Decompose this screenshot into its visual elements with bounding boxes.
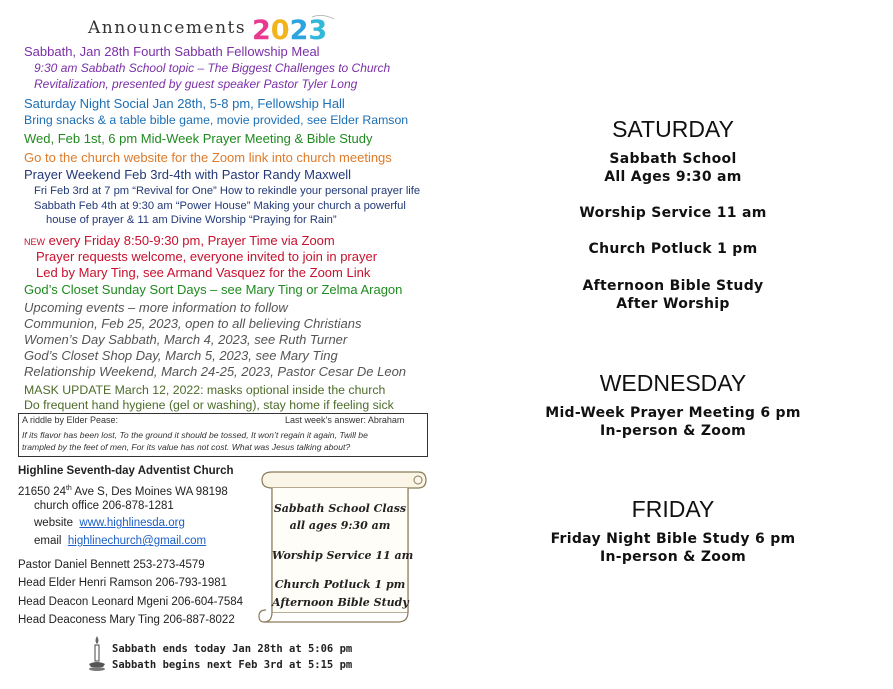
announcement-line: Led by Mary Ting, see Armand Vasquez for the Zoom Link	[36, 265, 371, 280]
staff-line: Head Deaconess Mary Ting 206-887-8022	[18, 614, 235, 626]
announcement-line: Prayer Weekend Feb 3rd-4th with Pastor Randy Maxwell	[24, 167, 352, 182]
staff-line: Pastor Daniel Bennett 253-273-4579	[18, 559, 205, 571]
riddle-label: A riddle by Elder Pease:	[22, 415, 119, 425]
website-link[interactable]: www.highlinesda.org	[79, 517, 185, 529]
announcement-line: God’s Closet Sunday Sort Days – see Mary Ting or Zelma Aragon	[24, 282, 403, 297]
scroll-text: Church Potluck 1 pm	[274, 578, 406, 591]
announcement-line	[24, 233, 335, 250]
schedule-item: Worship Service 11 am	[579, 205, 767, 221]
announcement-line: Relationship Weekend, March 24-25, 2023, Pastor Cesar De Leon	[24, 364, 407, 379]
church-address	[18, 482, 228, 499]
announcement-line: Do frequent hand hygiene (gel or washing), stay home if feeling sick	[24, 398, 394, 412]
schedule-item: Sabbath School	[609, 151, 737, 167]
staff-line: Head Deacon Leonard Mgeni 206-604-7584	[18, 596, 244, 608]
saturday-heading: SATURDAY	[612, 116, 734, 142]
email-label: email	[34, 535, 62, 547]
sabbath-ends: Sabbath ends today Jan 28th at 5:06 pm	[112, 643, 353, 655]
schedule-item: All Ages 9:30 am	[604, 169, 742, 185]
church-office: church office 206-878-1281	[34, 500, 174, 512]
riddle-text: trampled by the feet of men, For its value has not cost. What was Jesus talking about?	[22, 442, 351, 452]
announcement-line: Upcoming events – more information to follow	[24, 300, 288, 315]
scroll-graphic	[258, 462, 428, 630]
year-digit: 2	[289, 15, 309, 43]
scroll-text: Afternoon Bible Study	[272, 596, 409, 609]
year-logo	[252, 13, 336, 48]
candle-icon	[86, 634, 108, 677]
sabbath-begins: Sabbath begins next Feb 3rd at 5:15 pm	[112, 659, 353, 671]
schedule-item: In-person & Zoom	[599, 423, 747, 439]
announcement-line: Fri Feb 3rd at 7 pm “Revival for One” How to rekindle your personal prayer life	[34, 185, 421, 197]
announcement-line: Prayer requests welcome, everyone invited to join in prayer	[36, 249, 378, 264]
schedule-item: Church Potluck 1 pm	[588, 241, 758, 257]
email-row	[34, 535, 206, 548]
year-digit: 0	[270, 15, 290, 43]
announcements-title: Announcements	[88, 18, 247, 38]
schedule-item: Afternoon Bible Study	[582, 278, 764, 294]
announcement-line: Bring snacks & a table bible game, movie provided, see Elder Ramson	[24, 113, 409, 127]
announcement-line: Revitalization, presented by guest speaker Pastor Tyler Long	[34, 77, 358, 91]
year-digit: 3	[308, 15, 328, 43]
website-row	[34, 517, 185, 530]
address-part: 21650 24	[18, 485, 66, 498]
announcement-line: God’s Closet Shop Day, March 5, 2023, see Mary Ting	[24, 348, 338, 363]
riddle-answer: Last week’s answer: Abraham	[285, 415, 405, 425]
year-digit: 2	[252, 15, 271, 43]
announcement-line: Wed, Feb 1st, 6 pm Mid-Week Prayer Meeting & Bible Study	[24, 131, 373, 146]
announcement-line: Sabbath Feb 4th at 9:30 am “Power House” Making your church a powerful	[34, 200, 406, 212]
announcement-line: 9:30 am Sabbath School topic – The Biggest Challenges to Church	[34, 61, 391, 75]
new-badge: NEW	[24, 237, 45, 247]
announcement-line: Go to the church website for the Zoom link into church meetings	[24, 150, 392, 165]
scroll-text: all ages 9:30 am	[289, 519, 391, 532]
announcement-line: Communion, Feb 25, 2023, open to all believing Christians	[24, 316, 362, 331]
website-label: website	[34, 517, 73, 529]
address-part: Ave S, Des Moines WA 98198	[71, 485, 228, 498]
friday-heading: FRIDAY	[631, 496, 715, 522]
riddle-box	[18, 413, 428, 457]
schedule-item: After Worship	[616, 296, 730, 312]
riddle-text: If its flavor has been lost, To the ground it should be tossed, It won’t regain it again, Twill be	[22, 430, 368, 440]
address-sup: th	[65, 485, 72, 492]
schedule-item: In-person & Zoom	[599, 549, 747, 565]
announcement-line: Sabbath, Jan 28th Fourth Sabbath Fellowship Meal	[24, 44, 320, 59]
svg-text:2023	[252, 15, 327, 43]
schedule-item: Mid-Week Prayer Meeting 6 pm	[545, 405, 801, 421]
announcement-line: house of prayer & 11 am Divine Worship “Praying for Rain”	[46, 214, 337, 226]
email-link[interactable]: highlinechurch@gmail.com	[67, 535, 207, 547]
scroll-text: Worship Service 11 am	[272, 549, 414, 562]
staff-line: Head Elder Henri Ramson 206-793-1981	[18, 577, 228, 589]
year-2023-graphic	[252, 13, 336, 43]
announcement-text: every Friday 8:50-9:30 pm, Prayer Time via Zoom	[48, 233, 335, 248]
scroll-text: Sabbath School Class	[273, 502, 407, 515]
announcement-line: MASK UPDATE March 12, 2022: masks optional inside the church	[24, 383, 386, 397]
schedule-item: Friday Night Bible Study 6 pm	[550, 531, 796, 547]
wednesday-heading: WEDNESDAY	[599, 370, 747, 396]
church-name: Highline Seventh-day Adventist Church	[18, 465, 234, 477]
announcement-line: Saturday Night Social Jan 28th, 5-8 pm, Fellowship Hall	[24, 96, 345, 111]
announcement-line: Women’s Day Sabbath, March 4, 2023, see Ruth Turner	[24, 332, 348, 347]
